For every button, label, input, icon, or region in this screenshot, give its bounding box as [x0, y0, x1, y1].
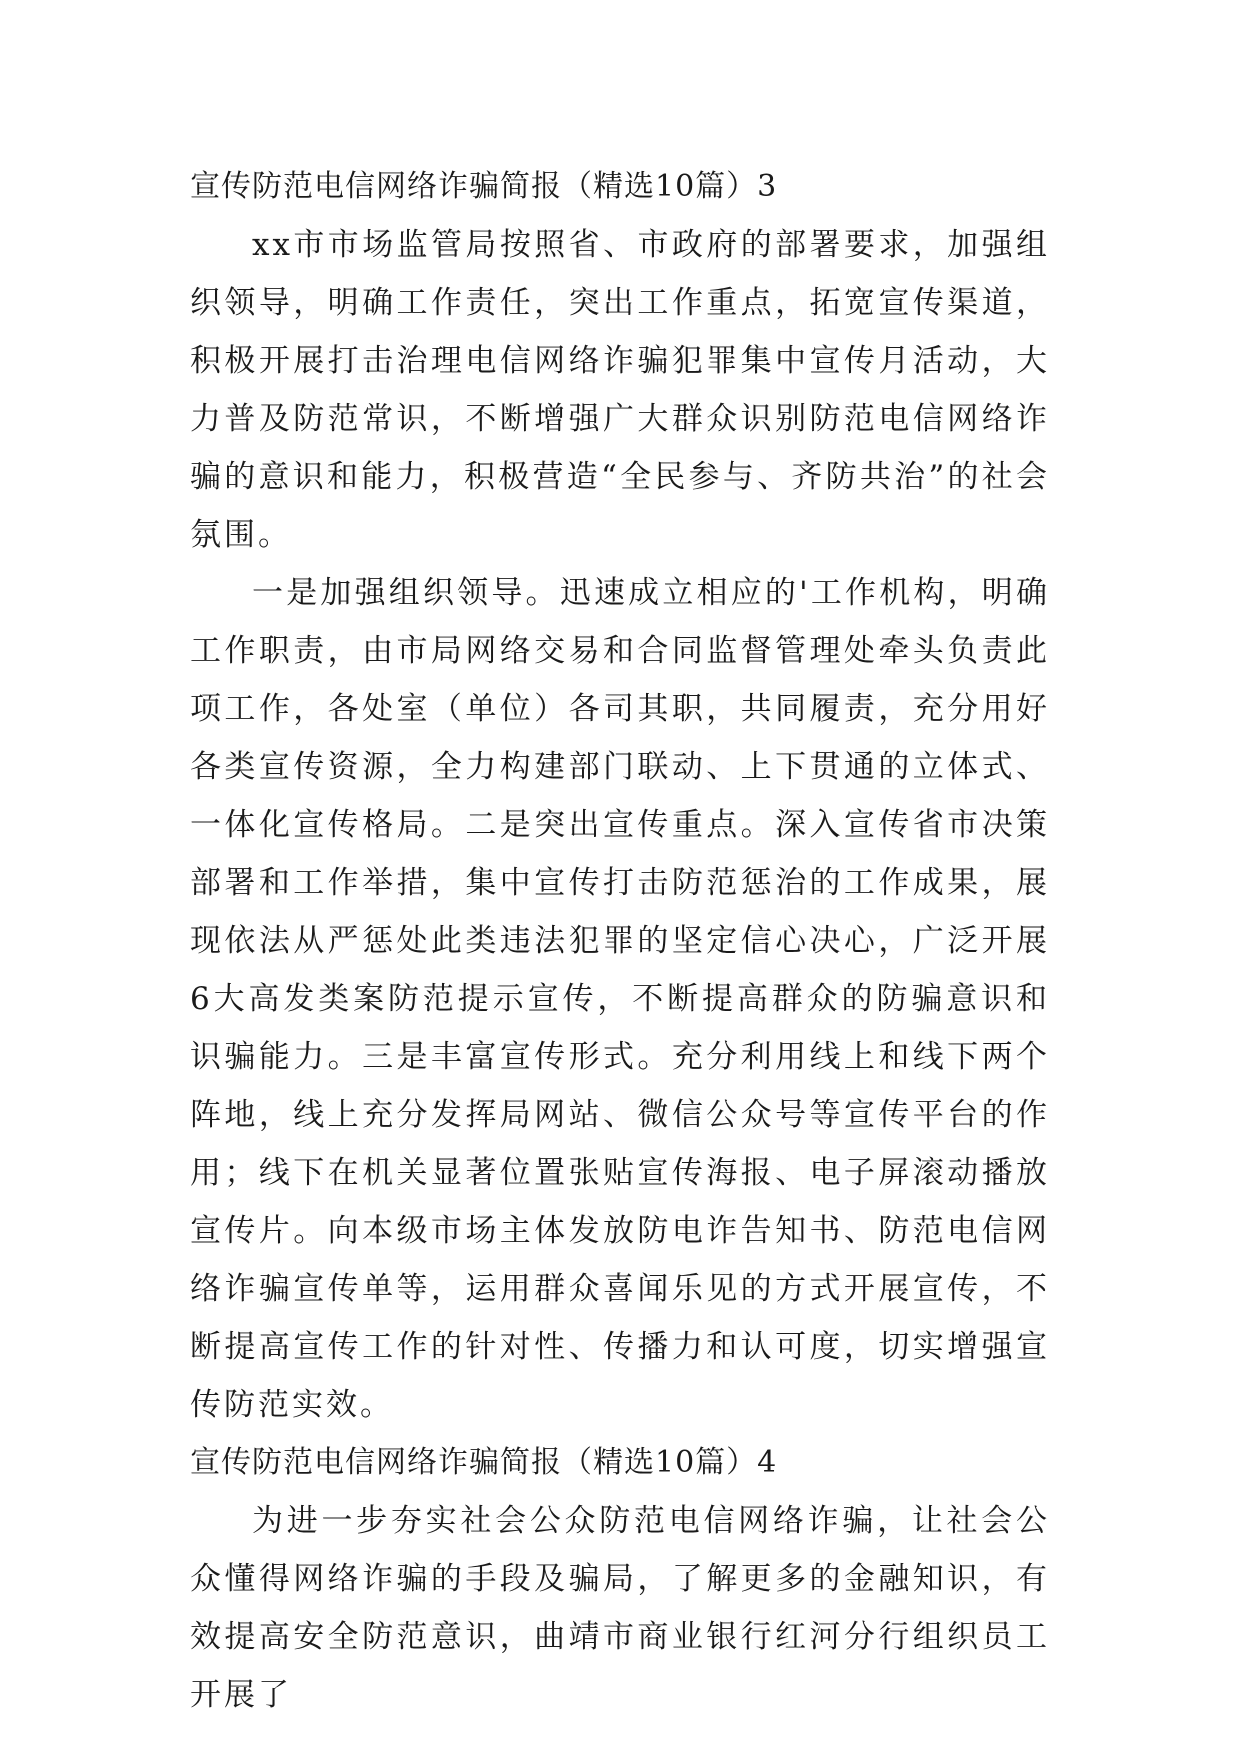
section-4-title: 宣传防范电信网络诈骗简报（精选10篇）4 [190, 1445, 778, 1480]
section-3-title: 宣传防范电信网络诈骗简报（精选10篇）3 [190, 169, 778, 204]
section-3-paragraph-1: xx市市场监管局按照省、市政府的部署要求，加强组织领导，明确工作责任，突出工作重点，拓宽宣传渠道，积极开展打击治理电信网络诈骗犯罪集中宣传月活动，大力普及防范常识，不断增强广大群众识别防范电信网络诈骗的意识和能力，积极营造“全民参与、齐防共治”的社会氛围。 [190, 227, 1050, 553]
section-4-paragraph-1: 为进一步夯实社会公众防范电信网络诈骗，让社会公众懂得网络诈骗的手段及骗局，了解更多的金融知识，有效提高安全防范意识，曲靖市商业银行红河分行组织员工开展了 [190, 1503, 1050, 1713]
document-page [190, 158, 1050, 1724]
section-3-paragraph-2: 一是加强组织领导。迅速成立相应的'工作机构，明确工作职责，由市局网络交易和合同监督管理处牵头负责此项工作，各处室（单位）各司其职，共同履责，充分用好各类宣传资源，全力构建部门联动、上下贯通的立体式、一体化宣传格局。二是突出宣传重点。深入宣传省市决策部署和工作举措，集中宣传打击防范惩治的工作成果，展现依法从严惩处此类违法犯罪的坚定信心决心，广泛开展6大高发类案防范提示宣传，不断提高群众的防骗意识和识骗能力。三是丰富宣传形式。充分利用线上和线下两个阵地，线上充分发挥局网站、微信公众号等宣传平台的作用；线下在机关显著位置张贴宣传海报、电子屏滚动播放宣传片。向本级市场主体发放防电诈告知书、防范电信网络诈骗宣传单等，运用群众喜闻乐见的方式开展宣传，不断提高宣传工作的针对性、传播力和认可度，切实增强宣传防范实效。 [190, 575, 1050, 1423]
